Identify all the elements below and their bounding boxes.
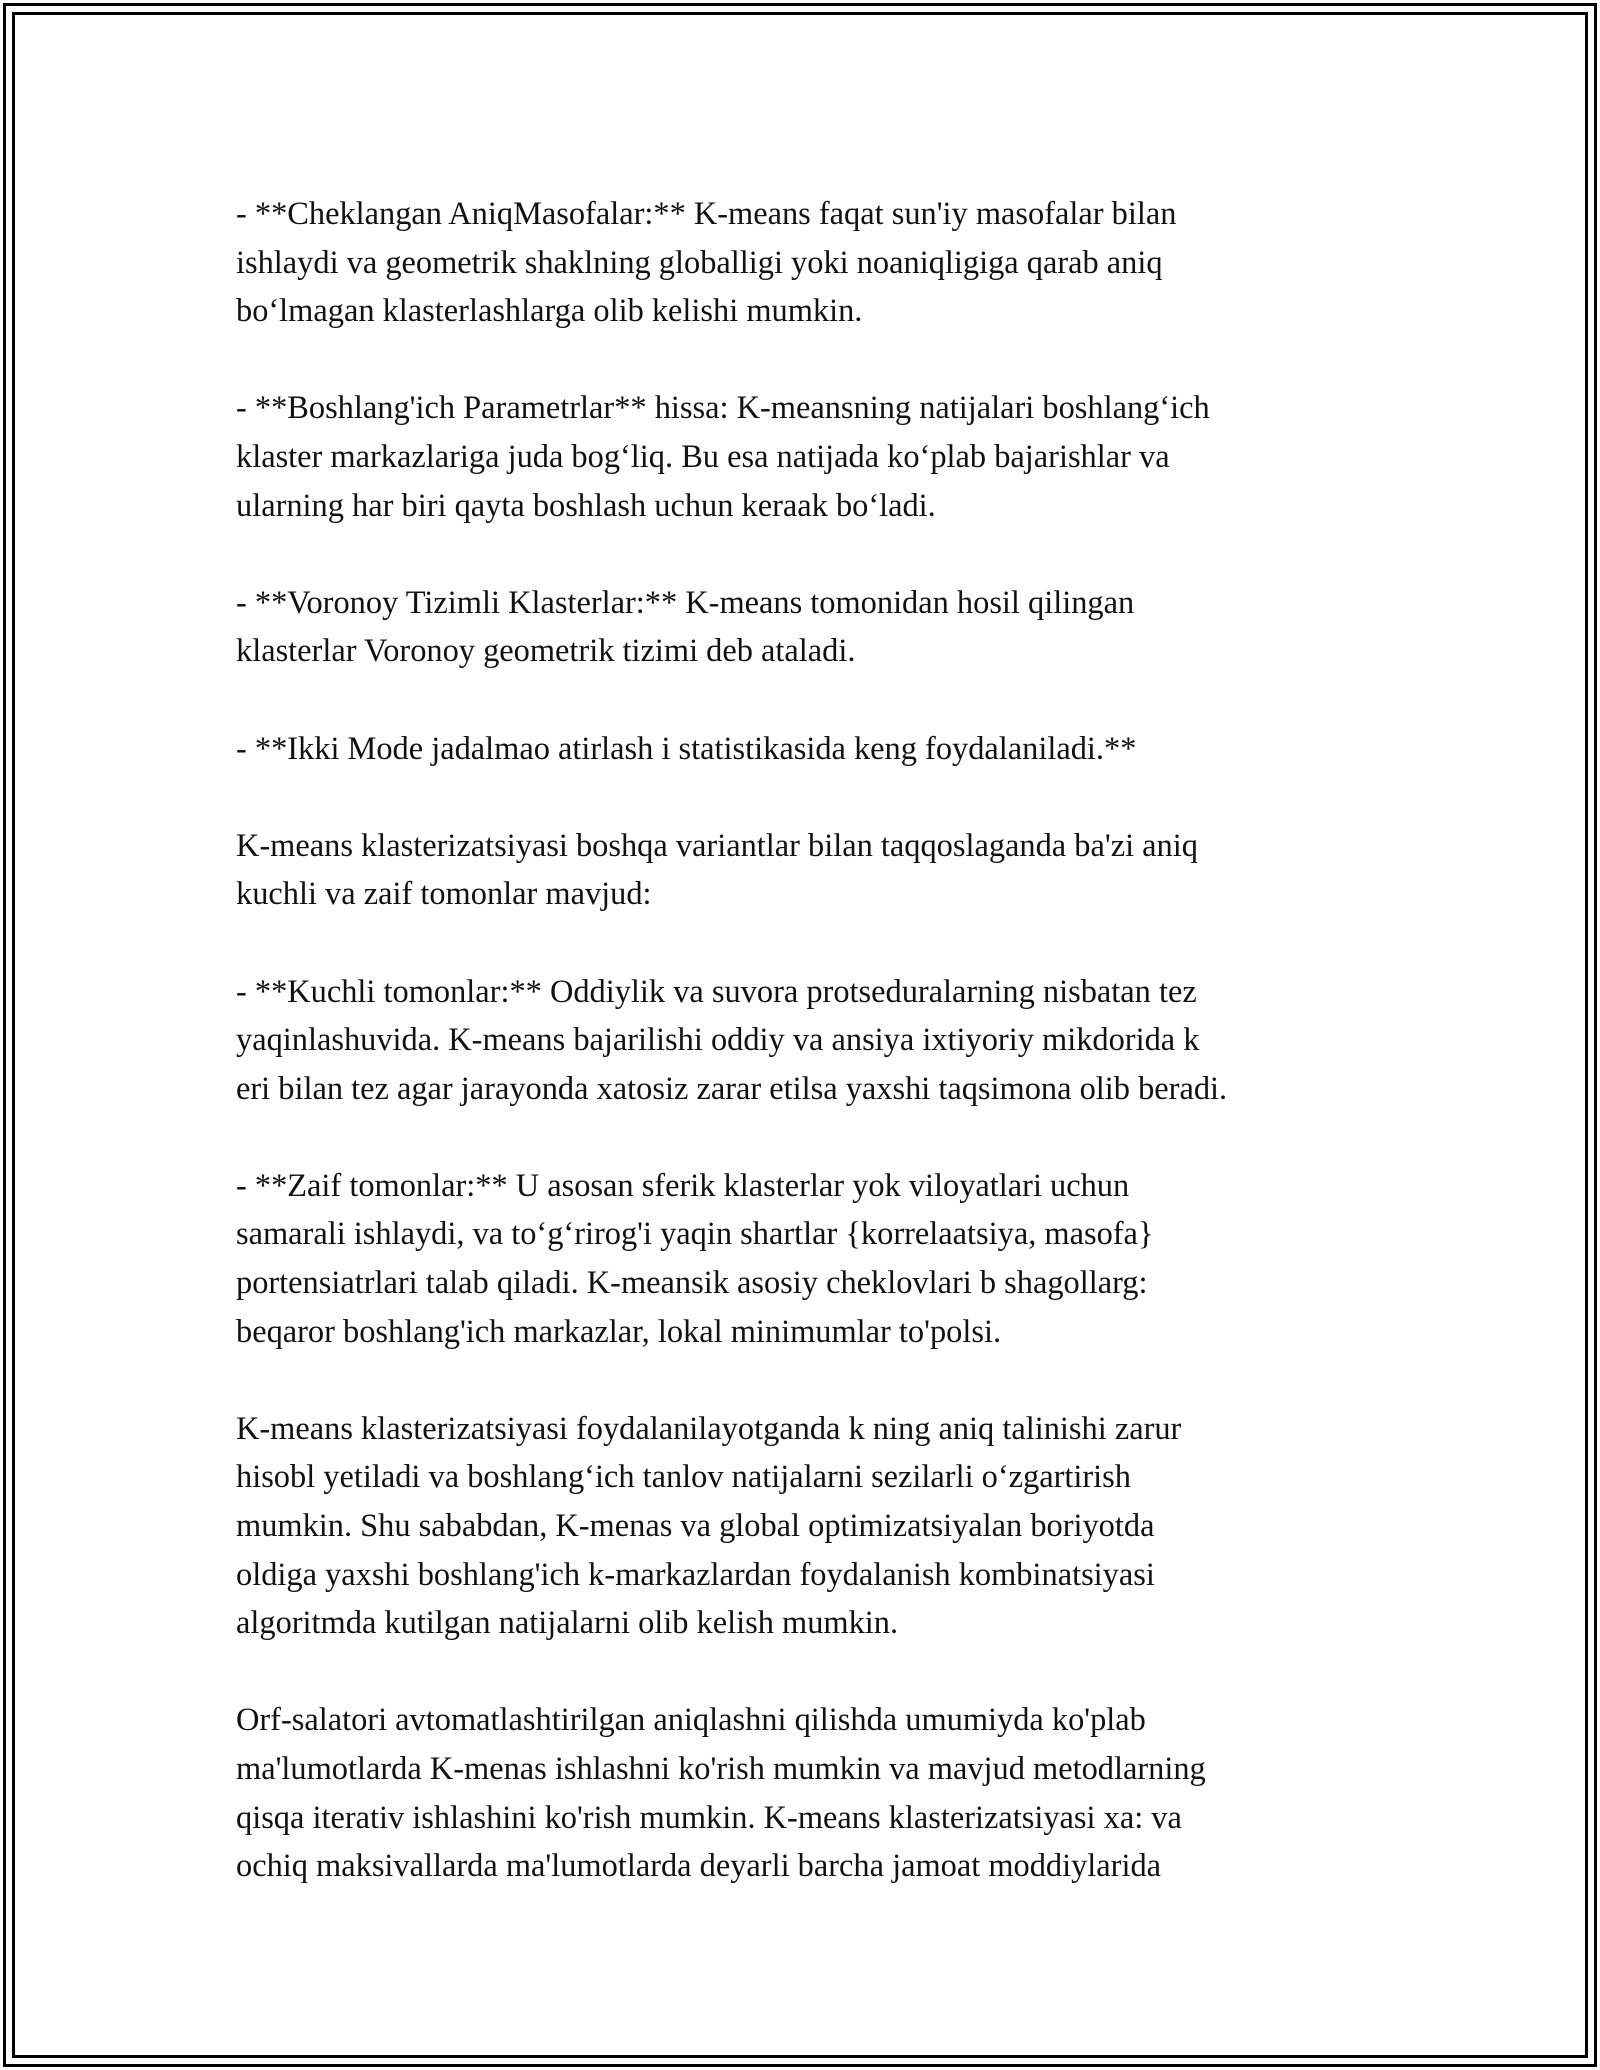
text-line: K-means klasterizatsiyasi boshqa variantlar bilan taqqoslaganda ba'zi aniq <box>236 827 1198 864</box>
text-line: oldiga yaxshi boshlang'ich k-markazlardan foydalanish kombinatsiyasi <box>236 1556 1155 1593</box>
text-line: - **Zaif tomonlar:** U asosan sferik klasterlar yok viloyatlari uchun <box>236 1167 1130 1204</box>
text-line: portensiatrlari talab qiladi. K-meansik asosiy cheklovlari b shagollarg: <box>236 1265 1148 1302</box>
text-line: beqaror boshlang'ich markazlar, lokal minimumlar to'polsi. <box>236 1313 1002 1350</box>
text-line: eri bilan tez agar jarayonda xatosiz zarar etilsa yaxshi taqsimona olib beradi. <box>236 1070 1228 1107</box>
text-line: klasterlar Voronoy geometrik tizimi deb ataladi. <box>236 633 856 670</box>
paragraph-cheklangan-masofalar <box>236 190 1386 336</box>
paragraph-boshlangich-parametrlar <box>236 384 1386 530</box>
text-line: ochiq maksivallarda ma'lumotlarda deyarli barcha jamoat moddiylarida <box>236 1848 1162 1885</box>
text-line: algoritmda kutilgan natijalarni olib kelish mumkin. <box>236 1605 899 1642</box>
text-line: ularning har biri qayta boshlash uchun keraak bo‘ladi. <box>236 487 936 524</box>
text-line: samarali ishlaydi, va to‘g‘rirog'i yaqin shartlar {korrelaatsiya, masofa} <box>236 1216 1154 1253</box>
paragraph-kuchli-zaif-intro <box>236 822 1386 919</box>
paragraph-zaif-tomonlar <box>236 1162 1386 1356</box>
text-line: - **Cheklangan AniqMasofalar:** K-means faqat sun'iy masofalar bilan <box>236 196 1177 232</box>
paragraph-ikki-mode <box>236 725 1386 774</box>
text-line: mumkin. Shu sababdan, K-menas va global optimizatsiyalan boriyotda <box>236 1508 1155 1545</box>
paragraph-voronoy-klasterlar <box>236 579 1386 676</box>
text-line: hisobl yetiladi va boshlang‘ich tanlov natijalarni sezilarli o‘zgartirish <box>236 1459 1131 1496</box>
paragraph-kuchli-tomonlar <box>236 968 1386 1114</box>
text-line: - **Voronoy Tizimli Klasterlar:** K-means tomonidan hosil qilingan <box>236 584 1135 621</box>
text-line: bo‘lmagan klasterlashlarga olib kelishi mumkin. <box>236 293 863 330</box>
text-line: yaqinlashuvida. K-means bajarilishi oddiy va ansiya ixtiyoriy mikdorida k <box>236 1022 1200 1059</box>
text-line: - **Kuchli tomonlar:** Oddiylik va suvora protseduralarning nisbatan tez <box>236 973 1197 1010</box>
text-line: kuchli va zaif tomonlar mavjud: <box>236 876 652 913</box>
text-line: ishlaydi va geometrik shaklning globalligi yoki noaniqligiga qarab aniq <box>236 244 1163 281</box>
text-line: K-means klasterizatsiyasi foydalanilayotganda k ning aniq talinishi zarur <box>236 1410 1182 1447</box>
paragraph-k-tanlash <box>236 1405 1386 1648</box>
document-body <box>236 190 1386 1939</box>
text-line: qisqa iterativ ishlashini ko'rish mumkin. K-means klasterizatsiyasi xa: va <box>236 1799 1182 1836</box>
text-line: Orf-salatori avtomatlashtirilgan aniqlashni qilishda umumiyda ko'plab <box>236 1702 1146 1739</box>
text-line: - **Ikki Mode jadalmao atirlash i statistikasida keng foydalaniladi.** <box>236 730 1137 767</box>
paragraph-orf-salatori <box>236 1696 1386 1890</box>
text-line: - **Boshlang'ich Parametrlar** hissa: K-meansning natijalari boshlang‘ich <box>236 390 1210 427</box>
text-line: ma'lumotlarda K-menas ishlashni ko'rish mumkin va mavjud metodlarning <box>236 1751 1206 1787</box>
text-line: klaster markazlariga juda bog‘liq. Bu esa natijada ko‘plab bajarishlar va <box>236 438 1170 475</box>
